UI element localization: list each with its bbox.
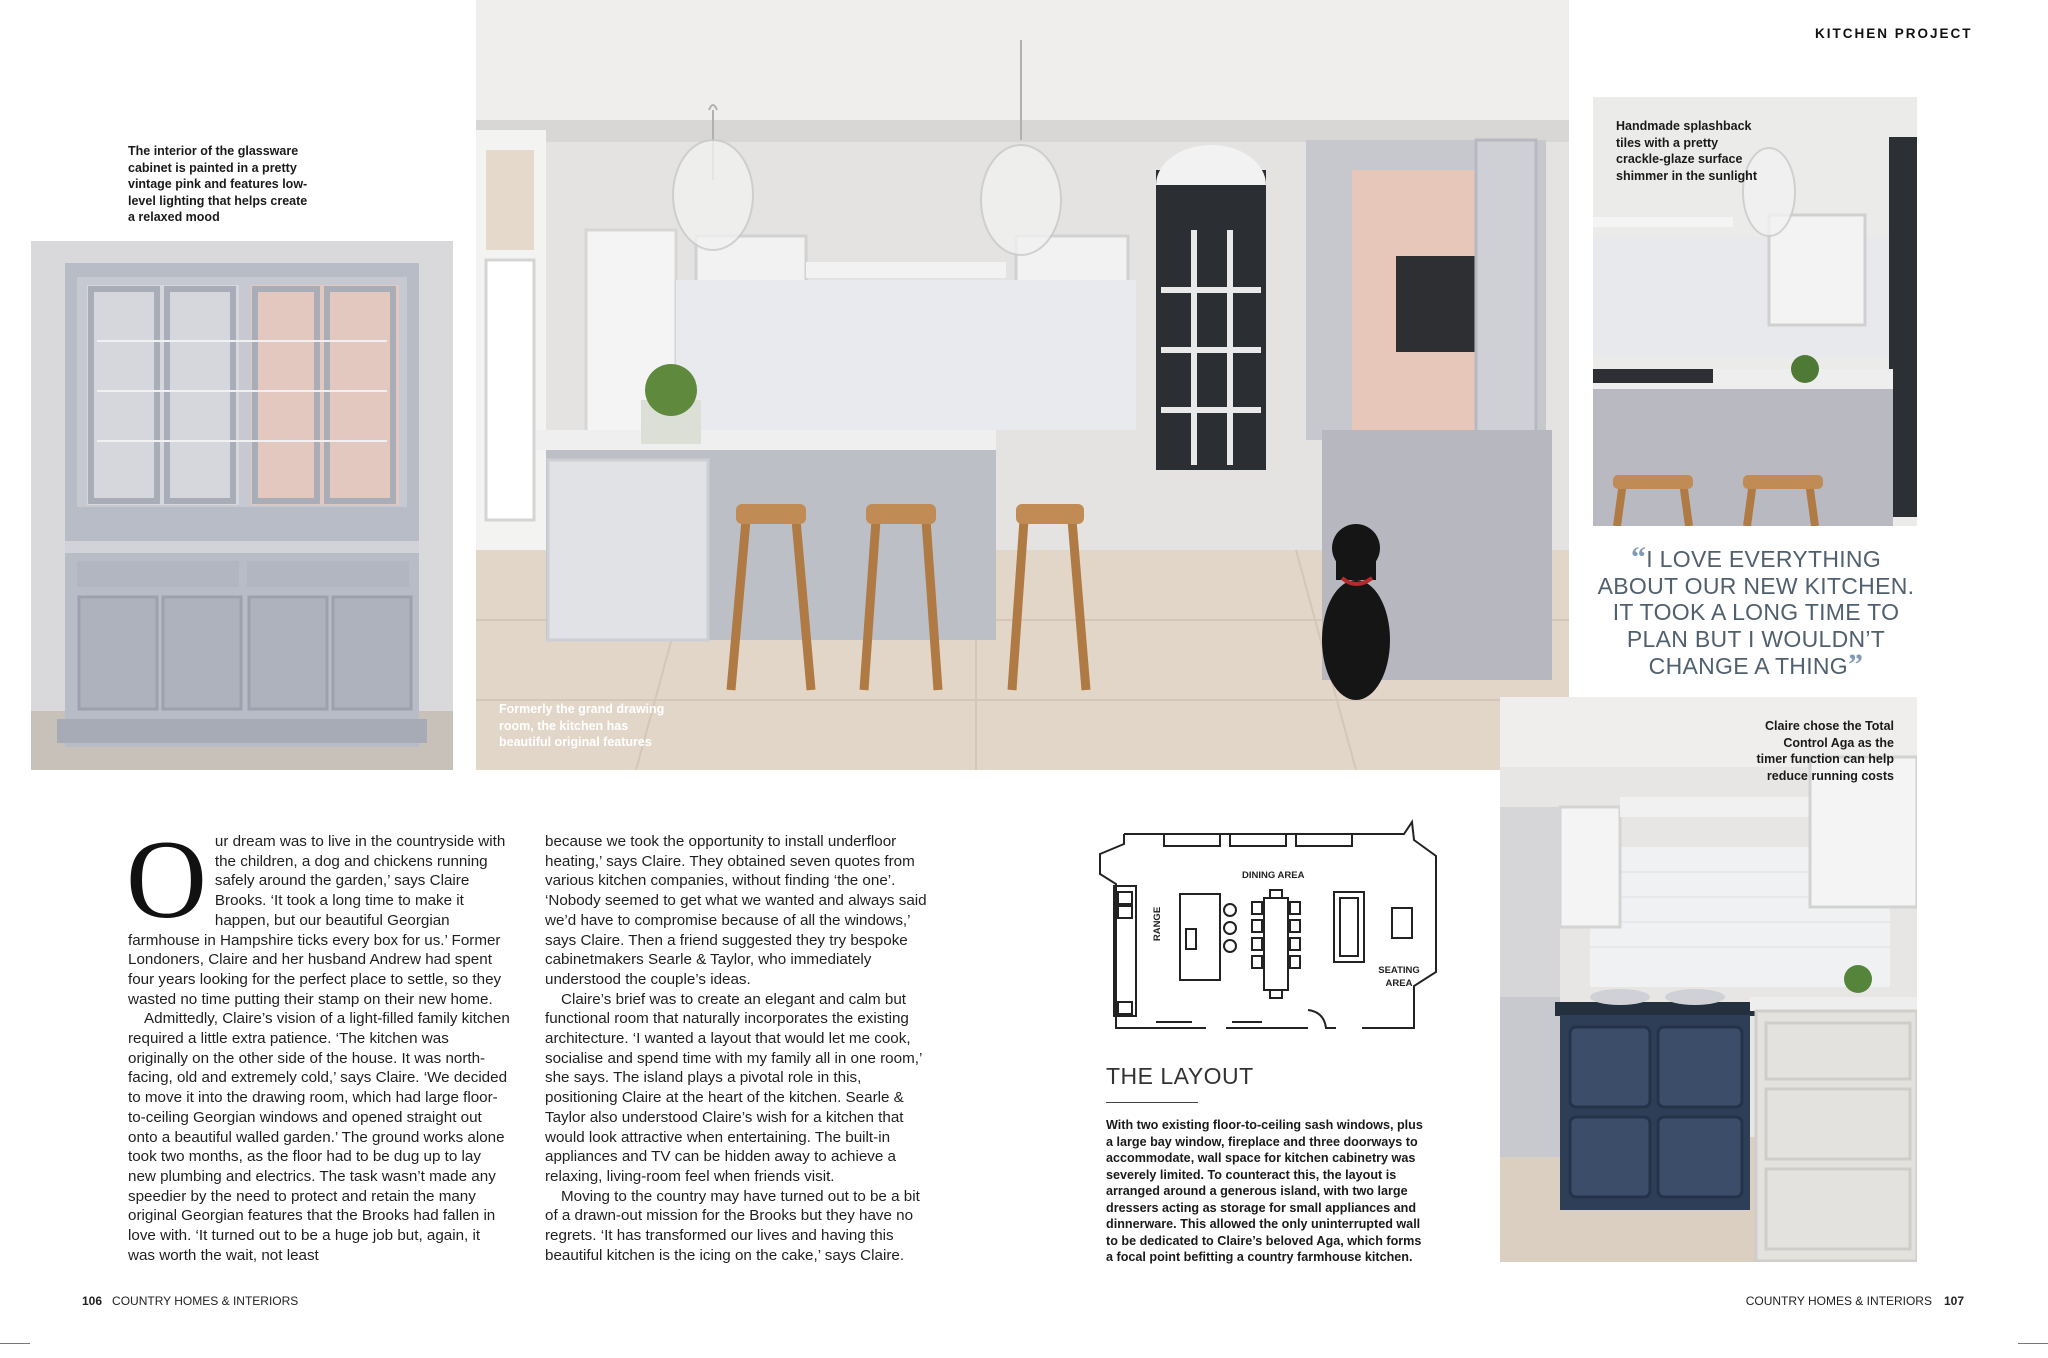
main-kitchen-photo <box>476 0 1569 770</box>
close-quote-mark: ” <box>1848 648 1864 681</box>
plan-label-seating: SEATING <box>1378 965 1420 976</box>
article-column-1 <box>126 818 510 1265</box>
layout-divider <box>1106 1102 1198 1103</box>
layout-description: With two existing floor-to-ceiling sash windows, plus a large bay window, fireplace and three doorways to accommodate, wall space for kitchen cabinetry was severely limited. To counteract this, the layout is arranged around a generous island, with two large dressers acting as storage for small appliances and dinnerware. This allowed the only uninterrupted wall to be dedicated to Claire’s beloved Aga, which forms a focal point befitting a country farmhouse kitchen. <box>1106 1118 1423 1264</box>
page-number-right: 107 <box>1943 1294 1964 1308</box>
plan-label-dining: DINING AREA <box>1242 870 1305 881</box>
magazine-title-right: COUNTRY HOMES & INTERIORS <box>1745 1294 1932 1308</box>
article-paragraph: because we took the opportunity to install underfloor heating,’ says Claire. They obtained seven quotes from various kitchen companies, without finding ‘the one’. ‘Nobody seemed to get what we wanted and always said we’d have to compromise because of all the windows,’ says Claire. Then a friend suggested they try bespoke cabinetmakers Searle & Taylor, who immediately understood the couple’s ideas. <box>545 833 927 988</box>
pull-quote <box>1596 541 1916 681</box>
page-number-left: 106 <box>82 1294 103 1308</box>
article-column-2 <box>545 832 934 1265</box>
floor-plan <box>1096 816 1446 1046</box>
section-label: KITCHEN PROJECT <box>1815 26 1973 41</box>
pull-quote-text: I LOVE EVERYTHING ABOUT OUR NEW KITCHEN. IT TOOK A LONG TIME TO PLAN BUT I WOULDN’T CHANGE A THING <box>1597 546 1915 679</box>
layout-title: THE LAYOUT <box>1106 1063 1254 1089</box>
glassware-cabinet-photo <box>31 241 453 770</box>
footer-rule-left <box>0 1343 30 1344</box>
aga-caption: Claire chose the Total Control Aga as the timer function can help reduce running costs <box>1756 719 1894 783</box>
drawing-room-caption: Formerly the grand drawing room, the kitchen has beautiful original features <box>499 702 665 749</box>
footer-rule-right <box>2018 1343 2048 1344</box>
article-paragraph: Moving to the country may have turned out to be a bit of a drawn-out mission for the Brooks but they have no regrets. ‘It has transformed our lives and having this beautiful kitchen is the icing on the cake,’ says Claire. <box>545 1187 920 1264</box>
article-paragraph: Admittedly, Claire’s vision of a light-filled family kitchen required a little extra patience. ‘The kitchen was originally on the other side of the house. It was north-facing, old and extremely cold,’ says Claire. ‘We decided to move it into the drawing room, which had large floor-to-ceiling Georgian windows and opened straight out onto a beautiful walled garden.’ The ground works alone took two months, as the floor had to be dug up to lay new plumbing and electrics. The task wasn’t made any speedier by the need to protect and retain the many original Georgian features that the Brooks had fallen in love with. ‘It turned out to be a huge job but, again, it was worth the wait, not least <box>128 1010 510 1264</box>
plan-label-area: AREA <box>1385 978 1413 989</box>
article-paragraph: Our dream was to live in the countryside with the children, a dog and chickens running safely around the garden,’ says Claire Brooks. ‘It took a long time to make it happen, but our beautiful Georgian farmhouse in Hampshire ticks every box for us.’ Former Londoners, Claire and her husband Andrew had spent four years looking for the perfect place to settle, so they wasted no time putting their stamp on their new home. <box>126 818 506 1008</box>
magazine-title-left: COUNTRY HOMES & INTERIORS <box>112 1294 299 1308</box>
drop-cap: O <box>126 818 207 942</box>
plan-label-range: RANGE <box>1152 906 1163 942</box>
open-quote-mark: “ <box>1630 541 1647 574</box>
article-paragraph: Claire’s brief was to create an elegant and calm but functional room that naturally incorporates the existing architecture. ‘I wanted a layout that would let me cook, socialise and spend time with my family all in one room,’ she says. The island plays a pivotal role in this, positioning Claire at the heart of the kitchen. Searle & Taylor also understood Claire’s wish for a kitchen that would look attractive when entertaining. The built-in appliances and TV can be hidden away to achieve a relaxing, living-room feel when friends visit. <box>545 990 922 1185</box>
glassware-caption: The interior of the glassware cabinet is painted in a pretty vintage pink and features low-level lighting that helps create a relaxed mood <box>128 144 308 224</box>
footer-left <box>82 1294 298 1308</box>
splashback-caption: Handmade splashback tiles with a pretty crackle-glaze surface shimmer in the sunlight <box>1616 119 1757 183</box>
footer-right <box>1746 1294 1964 1308</box>
